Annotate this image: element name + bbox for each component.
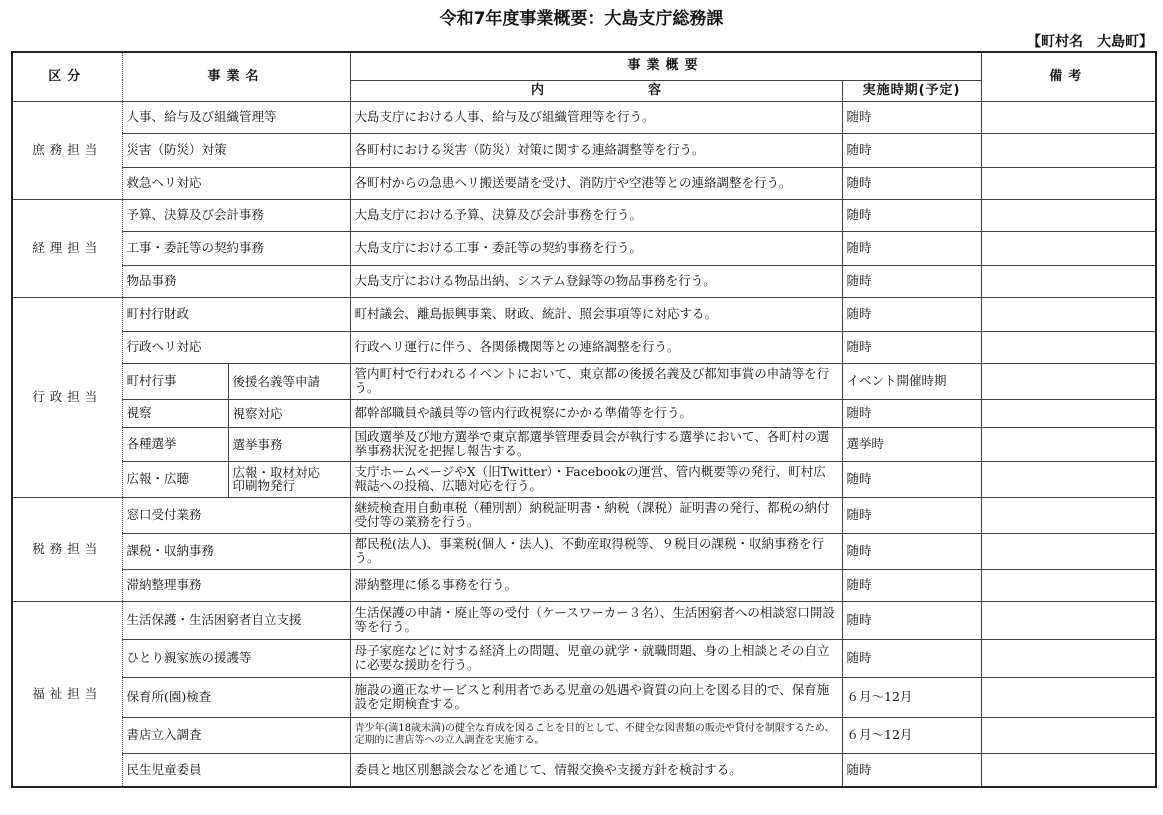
table-row (12, 533, 1156, 569)
project-name-cell: 工事・委託等の契約事務 (122, 231, 350, 265)
header-category: 区分 (12, 52, 122, 101)
remarks-cell (981, 717, 1156, 753)
period-cell: 随時 (842, 231, 981, 265)
table-row (12, 399, 1156, 427)
project-name-cell: 人事、給与及び組織管理等 (122, 101, 350, 133)
header-period: 実施時期(予定) (842, 80, 981, 101)
remarks-cell (981, 167, 1156, 199)
table-row (12, 231, 1156, 265)
remarks-cell (981, 461, 1156, 497)
content-cell: 支庁ホームページやX（旧Twitter）・Facebookの運営、管内概要等の発行、町村広報誌への投稿、広聴対応を行う。 (350, 461, 842, 497)
page-title: 令和7年度事業概要：大島支庁総務課 (439, 9, 724, 29)
content-cell: 都幹部職員や議員等の管内行政視察にかかる準備等を行う。 (350, 399, 842, 427)
content-cell: 生活保護の申請・廃止等の受付（ケースワーカー３名）、生活困窮者への相談窓口開設等を行う。 (350, 601, 842, 639)
category-cell: 行政担当 (12, 297, 122, 497)
period-cell: 随時 (842, 331, 981, 363)
project-name-cell: 予算、決算及び会計事務 (122, 199, 350, 231)
project-name-cell: 書店立入調査 (122, 717, 350, 753)
period-cell: 随時 (842, 399, 981, 427)
table-row (12, 167, 1156, 199)
content-cell: 町村議会、離島振興事業、財政、統計、照会事項等に対応する。 (350, 297, 842, 331)
project-name-cell: 課税・収納事務 (122, 533, 350, 569)
period-cell: 随時 (842, 753, 981, 787)
period-cell: ６月～12月 (842, 717, 981, 753)
table-row (12, 753, 1156, 787)
table-row (12, 101, 1156, 133)
remarks-cell (981, 231, 1156, 265)
content-cell: 各町村からの急患ヘリ搬送要請を受け、消防庁や空港等との連絡調整を行う。 (350, 167, 842, 199)
remarks-cell (981, 265, 1156, 297)
remarks-cell (981, 101, 1156, 133)
project-name-cell: 町村行事 (122, 363, 228, 399)
project-name-cell: 災害（防災）対策 (122, 133, 350, 167)
content-cell: 行政ヘリ運行に伴う、各関係機関等との連絡調整を行う。 (350, 331, 842, 363)
table-row (12, 297, 1156, 331)
period-cell: 随時 (842, 601, 981, 639)
header-content: 内 容 (350, 80, 842, 101)
project-name-cell: 窓口受付業務 (122, 497, 350, 533)
remarks-cell (981, 331, 1156, 363)
content-cell: 母子家庭などに対する経済上の問題、児童の就学・就職問題、身の上相談とその自立に必要な援助を行う。 (350, 639, 842, 677)
content-cell: 管内町村で行われるイベントにおいて、東京都の後援名義及び都知事賞の申請等を行う。 (350, 363, 842, 399)
project-name-cell: 物品事務 (122, 265, 350, 297)
content-cell: 各町村における災害（防災）対策に関する連絡調整等を行う。 (350, 133, 842, 167)
period-cell: 随時 (842, 265, 981, 297)
header-summary: 事業概要 (350, 52, 981, 80)
header-project: 事業名 (122, 52, 350, 101)
table-row (12, 569, 1156, 601)
project-subname-cell: 選挙事務 (228, 427, 350, 461)
project-name-cell: 救急ヘリ対応 (122, 167, 350, 199)
category-cell: 税務担当 (12, 497, 122, 601)
period-cell: 随時 (842, 639, 981, 677)
content-cell: 国政選挙及び地方選挙で東京都選挙管理委員会が執行する選挙において、各町村の選挙事務状況を把握し報告する。 (350, 427, 842, 461)
content-cell: 大島支庁における物品出納、システム登録等の物品事務を行う。 (350, 265, 842, 297)
remarks-cell (981, 639, 1156, 677)
remarks-cell (981, 601, 1156, 639)
table-row (12, 265, 1156, 297)
period-cell: 随時 (842, 101, 981, 133)
content-cell: 委員と地区別懇談会などを通じて、情報交換や支援方針を検討する。 (350, 753, 842, 787)
table-row (12, 717, 1156, 753)
remarks-cell (981, 133, 1156, 167)
table-row (12, 331, 1156, 363)
table-row (12, 133, 1156, 167)
content-cell: 継続検査用自動車税（種別割）納税証明書・納税（課税）証明書の発行、都税の納付受付等の業務を行う。 (350, 497, 842, 533)
table-body (12, 101, 1156, 787)
period-cell: 随時 (842, 533, 981, 569)
period-cell: ６月～12月 (842, 677, 981, 717)
remarks-cell (981, 297, 1156, 331)
project-name-cell: ひとり親家族の援護等 (122, 639, 350, 677)
content-cell: 施設の適正なサービスと利用者である児童の処遇や資質の向上を図る目的で、保育施設を定期検査する。 (350, 677, 842, 717)
table-row (12, 363, 1156, 399)
table-row (12, 199, 1156, 231)
project-name-cell: 保育所(園)検査 (122, 677, 350, 717)
category-cell: 経理担当 (12, 199, 122, 297)
remarks-cell (981, 363, 1156, 399)
project-summary-table (11, 51, 1157, 788)
project-name-cell: 民生児童委員 (122, 753, 350, 787)
content-cell: 都民税(法人)、事業税(個人・法人)、不動産取得税等、９税目の課税・収納事務を行う。 (350, 533, 842, 569)
period-cell: 随時 (842, 569, 981, 601)
municipality-label: 【町村名 大島町】 (1027, 34, 1153, 50)
period-cell: 随時 (842, 199, 981, 231)
content-cell: 青少年(満18歳未満)の健全な育成を図ることを目的として、不健全な図書類の販売や貸付を制限するため、定期的に書店等への立入調査を実施する。 (350, 717, 842, 753)
remarks-cell (981, 399, 1156, 427)
table-row (12, 601, 1156, 639)
project-name-cell: 町村行財政 (122, 297, 350, 331)
remarks-cell (981, 677, 1156, 717)
remarks-cell (981, 497, 1156, 533)
period-cell: 随時 (842, 297, 981, 331)
period-cell: 随時 (842, 167, 981, 199)
project-name-cell: 行政ヘリ対応 (122, 331, 350, 363)
remarks-cell (981, 533, 1156, 569)
remarks-cell (981, 753, 1156, 787)
table-row (12, 427, 1156, 461)
project-subname-cell: 視察対応 (228, 399, 350, 427)
period-cell: 随時 (842, 497, 981, 533)
project-name-cell: 視察 (122, 399, 228, 427)
content-cell: 大島支庁における人事、給与及び組織管理等を行う。 (350, 101, 842, 133)
remarks-cell (981, 569, 1156, 601)
content-cell: 滞納整理に係る事務を行う。 (350, 569, 842, 601)
content-cell: 大島支庁における工事・委託等の契約事務を行う。 (350, 231, 842, 265)
period-cell: 選挙時 (842, 427, 981, 461)
project-name-cell: 滞納整理事務 (122, 569, 350, 601)
table-row (12, 639, 1156, 677)
content-cell: 大島支庁における予算、決算及び会計事務を行う。 (350, 199, 842, 231)
category-cell: 庶務担当 (12, 101, 122, 199)
remarks-cell (981, 199, 1156, 231)
period-cell: 随時 (842, 461, 981, 497)
table-row (12, 497, 1156, 533)
project-subname-cell: 後援名義等申請 (228, 363, 350, 399)
project-name-cell: 各種選挙 (122, 427, 228, 461)
period-cell: イベント開催時期 (842, 363, 981, 399)
project-name-cell: 広報・広聴 (122, 461, 228, 497)
category-cell: 福祉担当 (12, 601, 122, 787)
project-name-cell: 生活保護・生活困窮者自立支援 (122, 601, 350, 639)
remarks-cell (981, 427, 1156, 461)
period-cell: 随時 (842, 133, 981, 167)
table-row (12, 677, 1156, 717)
header-remarks: 備考 (981, 52, 1156, 101)
table-row (12, 461, 1156, 497)
project-subname-cell: 広報・取材対応 印刷物発行 (228, 461, 350, 497)
